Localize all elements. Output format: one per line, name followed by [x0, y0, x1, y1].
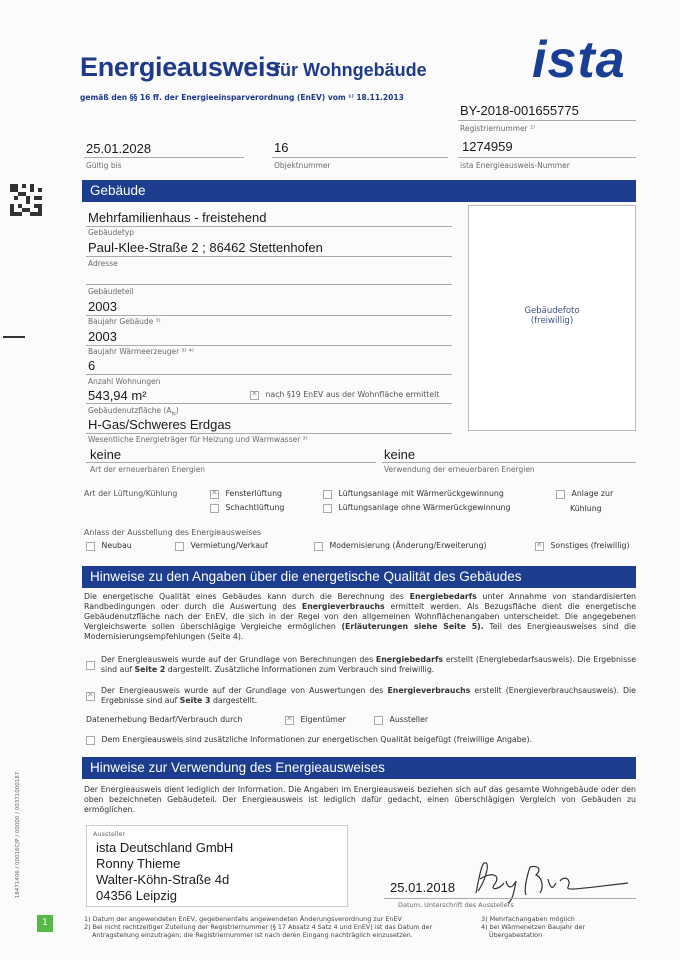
occasion-rent-option: Vermietung/Verkauf	[175, 541, 268, 551]
building-type-label: Gebäudetyp	[88, 228, 135, 237]
consumption-based-text: Der Energieausweis wurde auf der Grundlage von Auswertungen des Energieverbrauchs erstellt (Energieverbrauchsausweis). Die Ergebnisse sind auf Seite 3 dargestellt.	[101, 686, 636, 705]
occasion-modernization-option: Modernisierung (Änderung/Erweiterung)	[314, 541, 487, 551]
page-number-badge: 1	[37, 915, 53, 932]
ventilation-heat-recovery-option: Lüftungsanlage mit Wärmerückgewinnung	[323, 489, 504, 499]
renewable-type-label: Art der erneuerbaren Energien	[90, 465, 206, 474]
side-barcode-text: 18471406 / 00016C/P / 00000 / 00371000187	[15, 771, 21, 899]
ventilation-window-checkbox[interactable]	[210, 490, 219, 499]
demand-based-checkbox[interactable]	[86, 661, 95, 670]
ventilation-window-option: ✕ Fensterlüftung	[210, 489, 282, 499]
ista-number-value: 1274959	[462, 139, 513, 154]
divider	[384, 898, 636, 899]
valid-until-value: 25.01.2028	[86, 141, 152, 156]
section-usage-header: Hinweise zur Verwendung des Energieausweises	[82, 757, 636, 779]
renewable-type-value: keine	[90, 447, 122, 462]
divider	[86, 226, 452, 227]
building-part-label: Gebäudeteil	[88, 287, 134, 296]
occasion-modernization-checkbox[interactable]	[314, 542, 323, 551]
collected-by-owner-checkbox[interactable]	[285, 716, 294, 725]
address-label: Adresse	[88, 259, 118, 268]
occasion-other-option: ✕ Sonstiges (freiwillig)	[535, 541, 630, 551]
year-building-label: Baujahr Gebäude ³⁾	[88, 317, 161, 326]
collected-by-issuer-checkbox[interactable]	[374, 716, 383, 725]
ventilation-shaft-option: Schachtlüftung	[210, 503, 284, 513]
footnotes-right: 3) Mehrfachangaben möglich 4) bei Wärmenetzen Baujahr der Übergabestation	[481, 915, 586, 939]
photo-optional-label: (freiwillig)	[530, 316, 574, 326]
photo-label: Gebäudefoto	[524, 306, 580, 316]
ventilation-no-heat-recovery-checkbox[interactable]	[323, 504, 332, 513]
additional-info-checkbox[interactable]	[86, 736, 95, 745]
occasion-other-checkbox[interactable]	[535, 542, 544, 551]
footnotes-left: 1) Datum der angewendeten EnEV, gegebenenfalls angewendeten Änderungsverordnung zur EnEV 2) Bei nicht rechtzeitiger Zuteilung der Registriernummer (§ 17 Absatz 4 Satz 4 und EnEV) ist das Datum der Antragstellung einzutragen; die Registriernummer ist nach deren Eingang nachträglich einzusetzen.	[84, 915, 433, 939]
regulation-line: gemäß den §§ 16 ff. der Energieeinsparverordnung (EnEV) vom ¹⁾ 18.11.2013	[80, 93, 404, 102]
demand-checkbox-wrapper	[86, 655, 95, 674]
divider	[86, 433, 452, 434]
area-derivation-checkbox[interactable]	[250, 391, 259, 400]
object-number-value: 16	[274, 140, 289, 155]
consumption-based-checkbox[interactable]	[86, 692, 95, 701]
occasion-new-checkbox[interactable]	[86, 542, 95, 551]
registry-number: BY-2018-001655775	[460, 103, 579, 118]
demand-based-text: Der Energieausweis wurde auf der Grundlage von Berechnungen des Energiebedarfs erstellt (Energiebedarfsausweis). Die Ergebnisse sind auf Seite 2 dargestellt. Zusätzliche Informationen zum Verbrauch sind freiwillig.	[101, 655, 636, 674]
divider	[86, 284, 452, 285]
divider	[86, 315, 452, 316]
issuer-person: Ronny Thieme	[96, 856, 181, 871]
occasion-rent-checkbox[interactable]	[175, 542, 184, 551]
issuer-city: 04356 Leipzig	[96, 888, 177, 903]
divider	[458, 157, 636, 158]
usage-paragraph: Der Energieausweis dient lediglich der Information. Die Angaben im Energieausweis beziehen sich auf das gesamte Wohngebäude oder den oben bezeichneten Gebäudeteil. Der Energieausweis ist lediglich dafür gedacht, einen überschlägigen Vergleich von Gebäuden zu ermöglichen.	[84, 785, 636, 814]
additional-info-option: Dem Energieausweis sind zusätzliche Informationen zur energetischen Qualität beigefügt (freiwillige Angabe).	[86, 735, 532, 745]
qr-code-icon	[10, 183, 42, 217]
divider	[272, 157, 448, 158]
ventilation-heat-recovery-checkbox[interactable]	[323, 490, 332, 499]
divider	[86, 345, 452, 346]
year-heater-value: 2003	[88, 329, 117, 344]
ventilation-label: Art der Lüftung/Kühlung	[84, 489, 178, 498]
divider	[86, 256, 452, 257]
issuer-street: Walter-Köhn-Straße 4d	[96, 872, 230, 887]
section-notes-header: Hinweise zu den Angaben über die energetische Qualität des Gebäudes	[82, 566, 636, 588]
energy-carrier-value: H-Gas/Schweres Erdgas	[88, 417, 232, 432]
building-photo-placeholder	[468, 205, 636, 431]
consumption-checkbox-wrapper	[86, 686, 95, 705]
divider	[86, 462, 376, 463]
issuer-box	[86, 825, 348, 907]
document-title: Energieausweis	[80, 52, 280, 82]
divider	[458, 120, 636, 121]
collected-by-issuer-option: Aussteller	[374, 715, 428, 725]
collected-by-owner-option: ✕ Eigentümer	[285, 715, 346, 725]
data-collection-label: Datenerhebung Bedarf/Verbrauch durch	[86, 715, 243, 724]
cooling-checkbox[interactable]	[556, 490, 565, 499]
occasion-label: Anlass der Ausstellung des Energieausweises	[84, 528, 262, 537]
divider	[86, 403, 452, 404]
ventilation-shaft-checkbox[interactable]	[210, 504, 219, 513]
address-value: Paul-Klee-Straße 2 ; 86462 Stettenhofen	[88, 240, 323, 255]
year-building-value: 2003	[88, 299, 117, 314]
issue-date: 25.01.2018	[390, 880, 456, 895]
divider	[84, 157, 244, 158]
object-number-label: Objektnummer	[274, 161, 331, 170]
cooling-option: Anlage zur	[556, 489, 613, 499]
section-building-header: Gebäude	[82, 180, 636, 202]
building-type-value: Mehrfamilienhaus - freistehend	[88, 210, 267, 225]
margin-mark	[3, 336, 25, 338]
area-value: 543,94 m²	[88, 388, 147, 403]
issuer-label: Aussteller	[93, 830, 126, 838]
cooling-option-line2: Kühlung	[570, 504, 602, 513]
date-signature-label: Datum, Unterschrift des Ausstellers	[398, 901, 514, 909]
ista-number-label: ista Energieausweis-Nummer	[460, 161, 570, 170]
energy-carrier-label: Wesentliche Energieträger für Heizung und Warmwasser ³⁾	[88, 435, 308, 444]
apartments-value: 6	[88, 358, 96, 373]
renewable-use-label: Verwendung der erneuerbaren Energien	[384, 465, 535, 474]
area-derivation-option: ✕ nach §19 EnEV aus der Wohnfläche ermittelt	[250, 390, 439, 400]
valid-until-label: Gültig bis	[86, 161, 122, 170]
ista-logo: ista	[532, 31, 626, 89]
ventilation-no-heat-recovery-option: Lüftungsanlage ohne Wärmerückgewinnung	[323, 503, 510, 513]
renewable-use-value: keine	[384, 447, 416, 462]
registry-number-label: Registriernummer ²⁾	[460, 124, 535, 133]
area-label: Gebäudenutzfläche $(A_N)$	[88, 406, 179, 418]
notes-paragraph: Die energetische Qualität eines Gebäudes kann durch die Berechnung des Energiebedarfs unter Annahme von standardisierten Randbedingungen oder durch die Auswertung des Energieverbrauchs ermittelt werden. Als Bezugsfläche dient die energetische Gebäudenutzfläche nach der EnEV, die sich in der Regel von den allgemeinen Wohnflächenangaben unterscheidet. Die angegebenen Vergleichswerte sollen überschlägige Vergleiche ermöglichen (Erläuterungen siehe Seite 5). Teil des Energieausweises sind die Modernisierungsempfehlungen (Seite 4).	[84, 592, 636, 641]
divider	[382, 462, 636, 463]
document-subtitle: für Wohngebäude	[274, 60, 427, 80]
occasion-new-option: Neubau	[86, 541, 132, 551]
year-heater-label: Baujahr Wärmeerzeuger ³⁾ ⁴⁾	[88, 347, 194, 356]
divider	[86, 374, 452, 375]
issuer-company: ista Deutschland GmbH	[96, 840, 234, 855]
apartments-label: Anzahl Wohnungen	[88, 377, 161, 386]
